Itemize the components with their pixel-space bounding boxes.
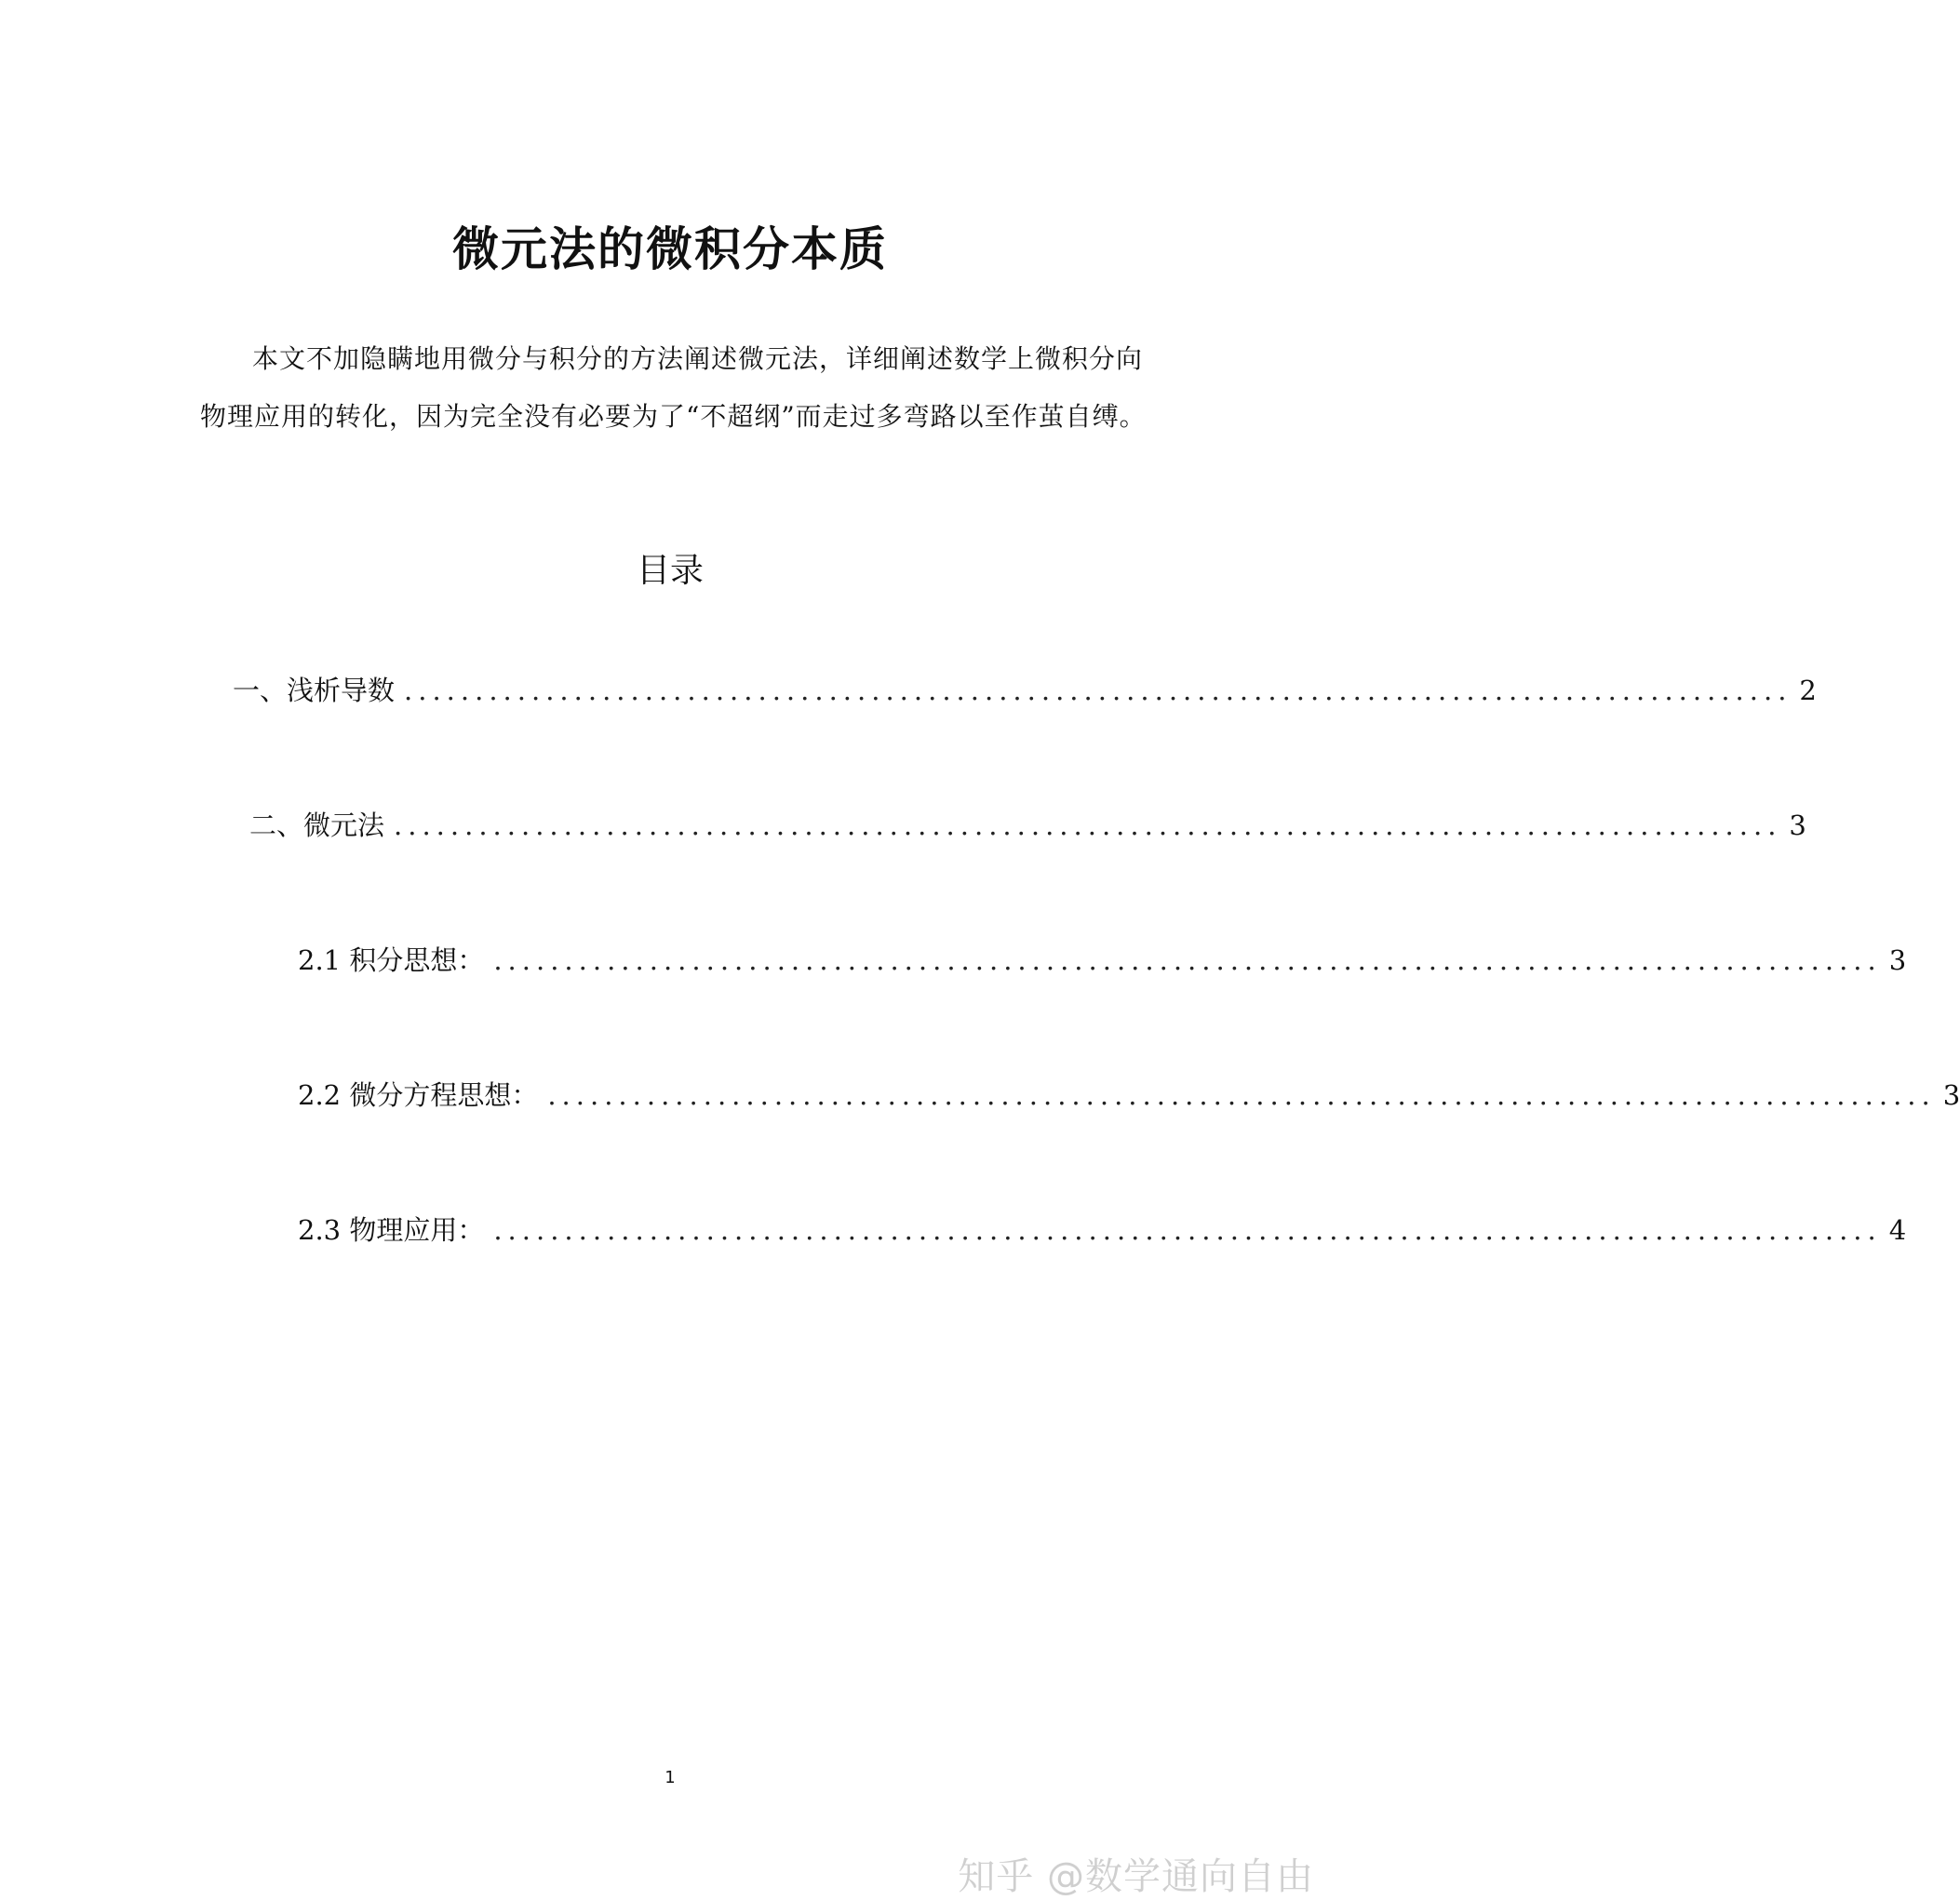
toc-dot-leader: .................................................................................................. bbox=[493, 944, 1882, 976]
toc-entry-label: 浅析导数 bbox=[287, 675, 396, 706]
toc-dot-leader: .................................................................................................. bbox=[404, 675, 1792, 706]
watermark: 知乎 @数学通向自由 bbox=[958, 1855, 1314, 1898]
toc-entry-page: 3 bbox=[1789, 810, 1806, 841]
toc-entry-physics-application[interactable] bbox=[298, 1210, 1907, 1251]
toc-entry-page: 3 bbox=[1888, 944, 1907, 976]
toc-dot-leader: .................................................................................................. bbox=[547, 1079, 1936, 1111]
page-number: 1 bbox=[665, 1768, 676, 1787]
abstract-line: 本文不加隐瞒地用微分与积分的方法阐述微元法，详细阐述数学上微积分向 bbox=[252, 343, 1144, 374]
toc-entry-label: 微元法 bbox=[303, 810, 385, 841]
toc-entry-number: 一、 bbox=[233, 675, 288, 706]
toc-entry-page: 4 bbox=[1888, 1214, 1907, 1246]
toc-entry-element-method[interactable] bbox=[249, 805, 1806, 846]
toc-entry-page: 3 bbox=[1942, 1079, 1960, 1111]
toc-entry-label: 2.2 微分方程思想： bbox=[298, 1079, 539, 1111]
toc-entry-derivative[interactable] bbox=[233, 670, 1817, 711]
toc-dot-leader: .................................................................................................. bbox=[493, 1214, 1882, 1246]
toc-heading: 目录 bbox=[636, 552, 704, 590]
toc-entry-integral-idea[interactable] bbox=[298, 940, 1907, 981]
toc-entry-label: 2.3 物理应用： bbox=[298, 1214, 485, 1246]
abstract-line: 物理应用的转化，因为完全没有必要为了“不超纲”而走过多弯路以至作茧自缚。 bbox=[200, 401, 1147, 432]
toc-entry-differential-equation-idea[interactable] bbox=[298, 1075, 1960, 1116]
document-title: 微元法的微积分本质 bbox=[452, 222, 888, 276]
toc-entry-number: 二、 bbox=[249, 810, 304, 841]
toc-entry-page: 2 bbox=[1799, 675, 1817, 706]
abstract-paragraph bbox=[200, 330, 1149, 446]
toc-dot-leader: .................................................................................................. bbox=[394, 810, 1782, 841]
toc-entry-label: 2.1 积分思想： bbox=[298, 944, 485, 976]
